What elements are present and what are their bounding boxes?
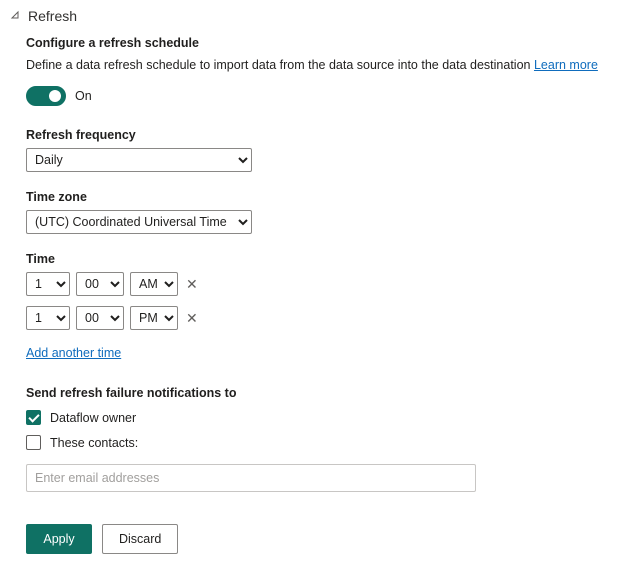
- remove-time-icon-1[interactable]: ✕: [186, 276, 198, 292]
- time-zone-label: Time zone: [26, 190, 87, 204]
- these-contacts-checkbox[interactable]: [26, 435, 41, 450]
- time-hour-select-1[interactable]: [26, 272, 70, 296]
- panel-content: [0, 28, 617, 554]
- configure-description: [26, 58, 617, 72]
- discard-button[interactable]: Discard: [102, 524, 178, 554]
- time-zone-select[interactable]: [26, 210, 252, 234]
- refresh-toggle[interactable]: [26, 86, 66, 106]
- time-ampm-select-1[interactable]: [130, 272, 178, 296]
- refresh-frequency-select[interactable]: [26, 148, 252, 172]
- time-zone-field: [26, 190, 617, 234]
- configure-section-title: Configure a refresh schedule: [26, 36, 199, 50]
- refresh-frequency-field: [26, 128, 617, 172]
- page-title: Refresh: [28, 8, 78, 24]
- email-addresses-input[interactable]: [26, 464, 476, 492]
- toggle-knob: [49, 90, 61, 102]
- time-label: Time: [26, 252, 55, 266]
- panel-header: [0, 0, 617, 28]
- time-row: [26, 272, 617, 296]
- remove-time-icon-2[interactable]: ✕: [186, 310, 198, 326]
- time-field: [26, 252, 617, 386]
- configure-description-text: Define a data refresh schedule to import data from the data source into the data destination: [26, 58, 531, 72]
- learn-more-link[interactable]: Learn more: [533, 58, 598, 72]
- dataflow-owner-checkbox[interactable]: [26, 410, 41, 425]
- collapse-chevron-icon[interactable]: [10, 10, 22, 22]
- these-contacts-label: These contacts:: [50, 435, 139, 450]
- time-hour-select-2[interactable]: [26, 306, 70, 330]
- action-buttons: [26, 524, 617, 554]
- dataflow-owner-label: Dataflow owner: [50, 410, 137, 425]
- these-contacts-row: [26, 435, 617, 450]
- apply-button[interactable]: Apply: [26, 524, 92, 554]
- toggle-state-label: On: [75, 89, 92, 103]
- time-ampm-select-2[interactable]: [130, 306, 178, 330]
- notifications-title: Send refresh failure notifications to: [26, 386, 237, 400]
- notifications-section: [26, 386, 617, 492]
- add-another-time-link[interactable]: Add another time: [26, 346, 122, 360]
- dataflow-owner-row: [26, 410, 617, 425]
- time-minute-select-1[interactable]: [76, 272, 124, 296]
- time-row: [26, 306, 617, 330]
- refresh-frequency-label: Refresh frequency: [26, 128, 136, 142]
- refresh-toggle-row: [26, 86, 617, 106]
- time-minute-select-2[interactable]: [76, 306, 124, 330]
